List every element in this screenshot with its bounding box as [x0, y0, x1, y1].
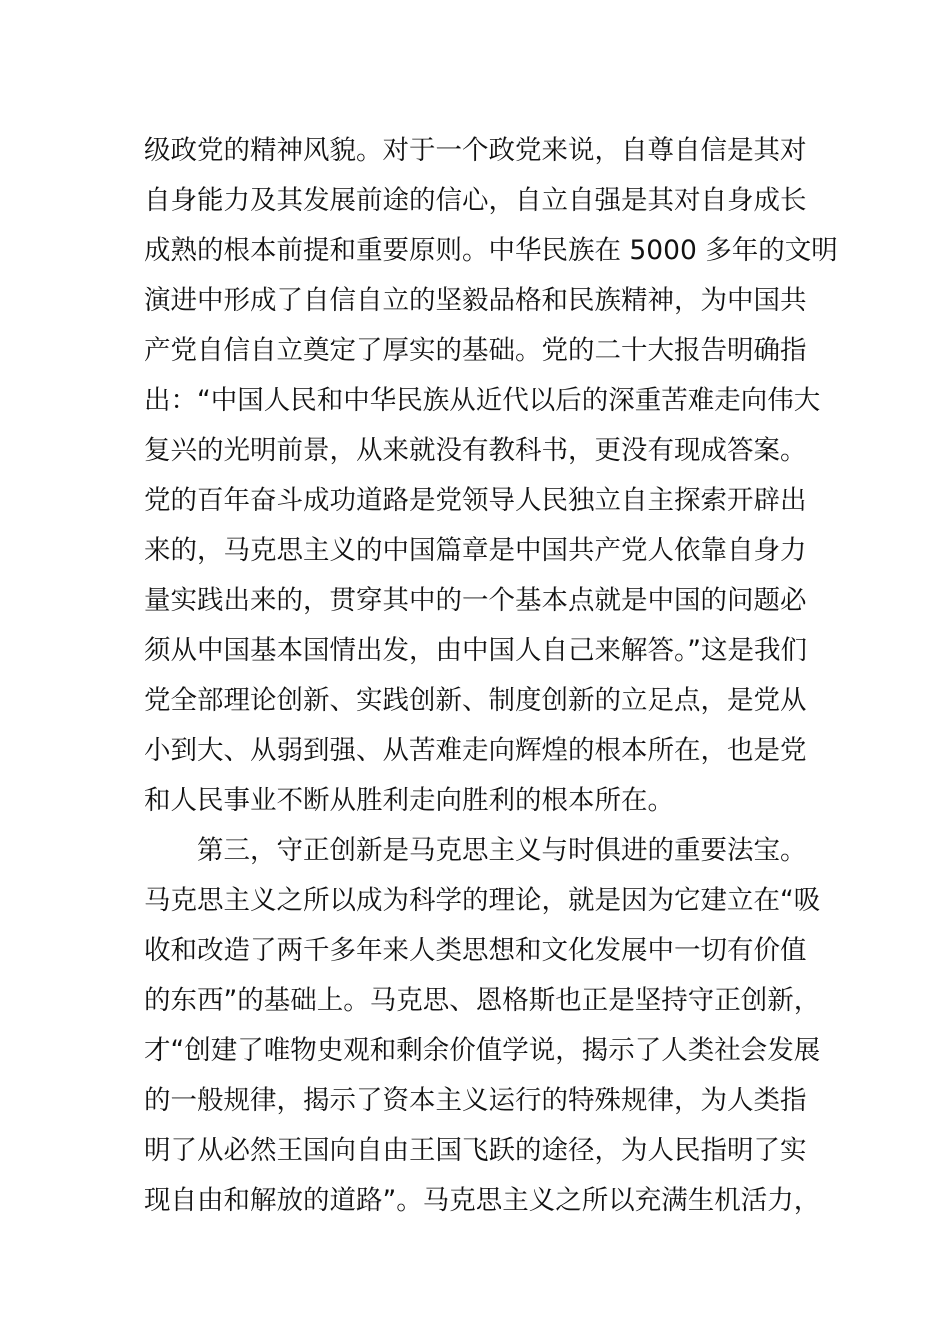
text-line: 和人民事业不断从胜利走向胜利的根本所在。 [144, 785, 674, 816]
text-line: 成熟的根本前提和重要原则。中华民族在 5000 多年的文明 [144, 235, 838, 266]
body-text [144, 126, 838, 1226]
text-line: 党全部理论创新、实践创新、制度创新的立足点，是党从 [144, 685, 807, 716]
text-line: 才“创建了唯物史观和剩余价值学说，揭示了人类社会发展 [144, 1035, 821, 1066]
text-line: 的东西”的基础上。马克思、恩格斯也正是坚持守正创新， [144, 985, 821, 1016]
text-line: 量实践出来的，贯穿其中的一个基本点就是中国的问题必 [144, 585, 807, 616]
text-line: 须从中国基本国情出发，由中国人自己来解答。”这是我们 [144, 635, 807, 666]
text-line: 出：“中国人民和中华民族从近代以后的深重苦难走向伟大 [144, 385, 821, 416]
text-line: 产党自信自立奠定了厚实的基础。党的二十大报告明确指 [144, 335, 807, 366]
text-line: 现自由和解放的道路”。马克思主义之所以充满生机活力， [144, 1185, 821, 1216]
text-line: 的一般规律，揭示了资本主义运行的特殊规律，为人类指 [144, 1085, 807, 1116]
paragraph-start-line: 第三，守正创新是马克思主义与时俱进的重要法宝。 [197, 835, 807, 866]
text-line: 演进中形成了自信自立的坚毅品格和民族精神，为中国共 [144, 285, 807, 316]
text-line: 明了从必然王国向自由王国飞跃的途径，为人民指明了实 [144, 1135, 807, 1166]
text-line: 党的百年奋斗成功道路是党领导人民独立自主探索开辟出 [144, 485, 807, 516]
text-line: 来的，马克思主义的中国篇章是中国共产党人依靠自身力 [144, 535, 807, 566]
text-line: 小到大、从弱到强、从苦难走向辉煌的根本所在，也是党 [144, 735, 807, 766]
text-line: 复兴的光明前景，从来就没有教科书，更没有现成答案。 [144, 435, 807, 466]
text-line: 自身能力及其发展前途的信心，自立自强是其对自身成长 [144, 185, 807, 216]
text-line: 收和改造了两千多年来人类思想和文化发展中一切有价值 [144, 935, 807, 966]
text-line: 级政党的精神风貌。对于一个政党来说，自尊自信是其对 [144, 135, 807, 166]
text-line: 马克思主义之所以成为科学的理论，就是因为它建立在“吸 [144, 885, 821, 916]
